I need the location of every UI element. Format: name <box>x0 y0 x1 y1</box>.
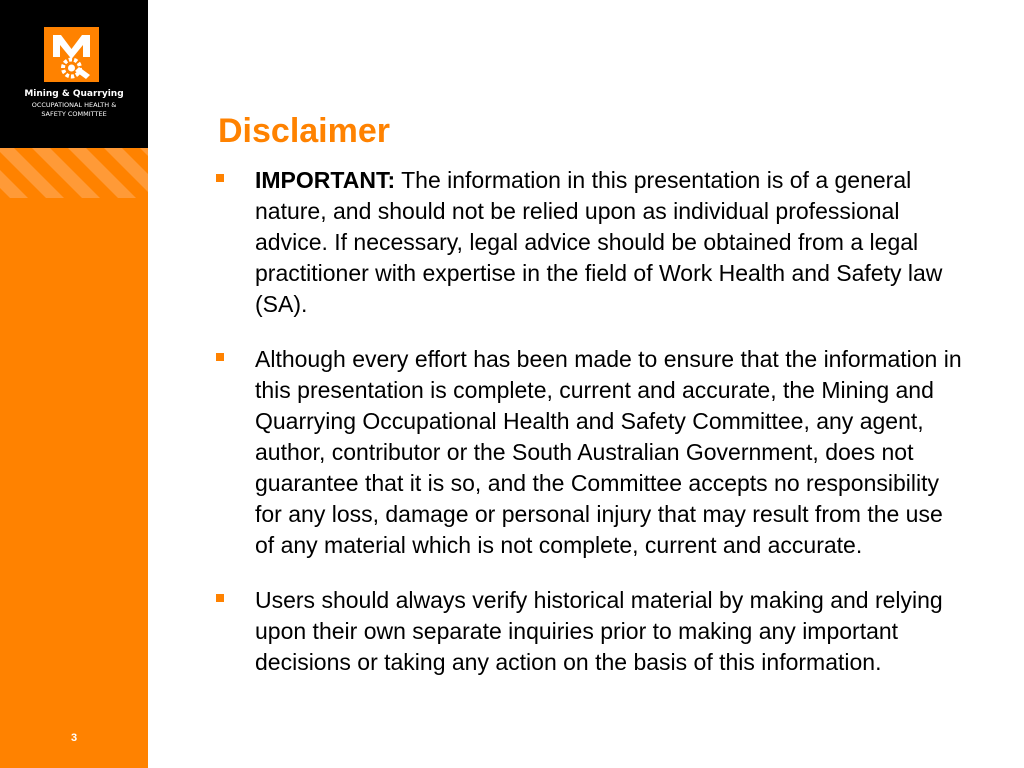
bullet-text: Although every effort has been made to ensure that the information in this presentation is complete, current and accurate, the Mining and Quarrying Occupational Health and Safety Committee, any agent, author, contributor or the South Australian Government, does not guarantee that it is so, and the Committee accepts no responsibility for any loss, damage or personal injury that may result from the use of any material which is not complete, current and accurate. <box>255 346 962 558</box>
page-number: 3 <box>70 732 78 744</box>
bullet-text: The information in this presentation is of a general nature, and should not be relied upon as individual professional advice. If necessary, legal advice should be obtained from a legal practitioner with expertise in the field of Work Health and Safety law (SA). <box>255 167 943 317</box>
brand-name: Mining & Quarrying <box>24 89 124 99</box>
brand-block <box>0 0 148 148</box>
bullet-important <box>216 165 966 320</box>
bullet-list <box>216 165 966 678</box>
square-bullet-icon <box>216 594 224 602</box>
bullet-no-guarantee <box>216 344 966 561</box>
bullet-text: Users should always verify historical material by making and relying upon their own separate inquiries prior to making any important decisions or taking any action on the basis of this information. <box>255 587 943 675</box>
sidebar <box>0 0 148 768</box>
bullet-lead: IMPORTANT: <box>255 167 396 193</box>
slide-title: Disclaimer <box>218 112 390 150</box>
decorative-stripes <box>0 148 148 198</box>
bullet-verify <box>216 585 966 678</box>
square-bullet-icon <box>216 353 224 361</box>
brand-subtitle-line1: OCCUPATIONAL HEALTH & <box>31 101 117 109</box>
brand-subtitle-line2: SAFETY COMMITTEE <box>41 110 107 118</box>
mq-gear-logo-icon <box>44 27 99 82</box>
square-bullet-icon <box>216 174 224 182</box>
